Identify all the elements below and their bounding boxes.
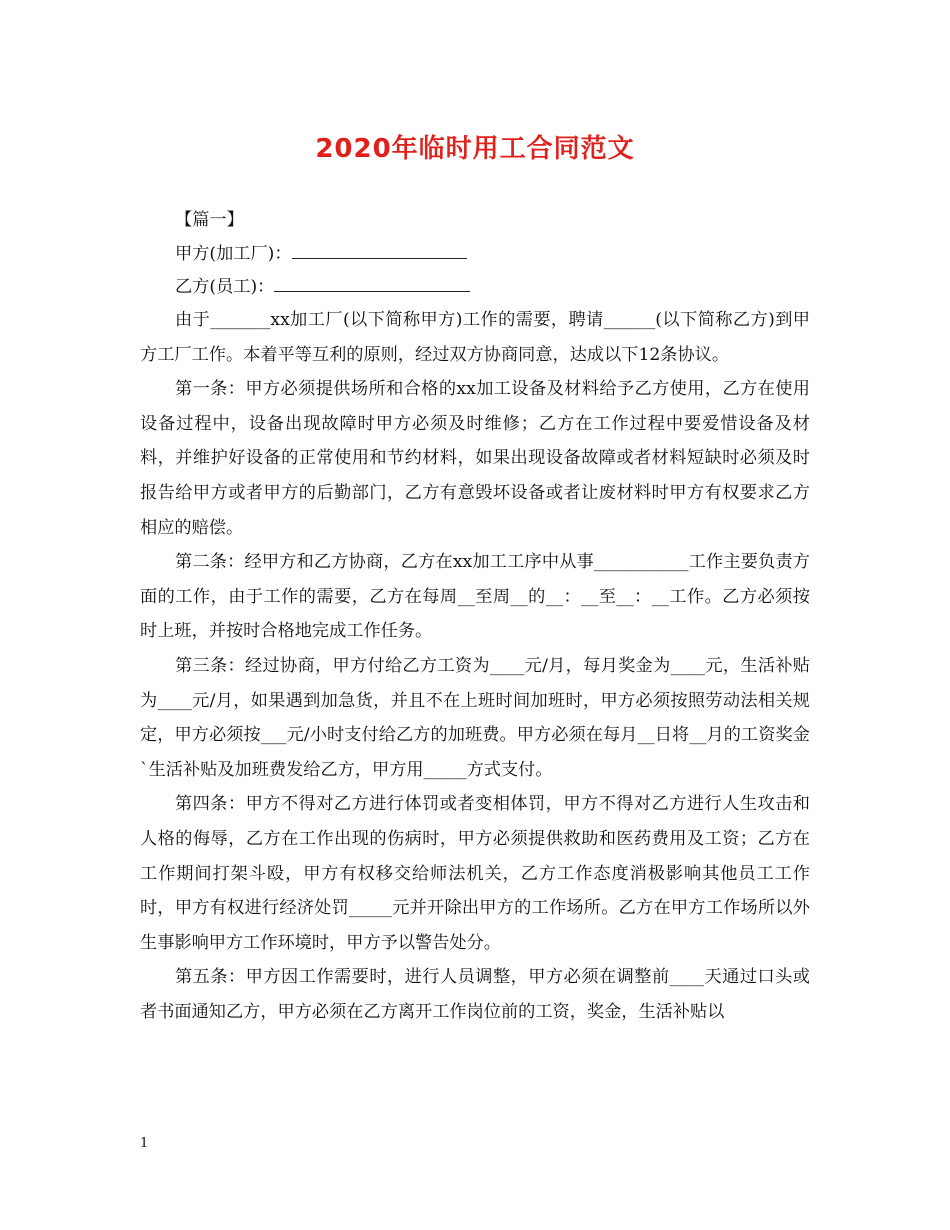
party-b-line bbox=[140, 270, 810, 303]
party-a-label: 甲方(加工厂)： bbox=[175, 244, 292, 264]
party-b-blank bbox=[274, 270, 470, 292]
paragraph-intro: 由于_______xx加工厂(以下简称甲方)工作的需要，聘请______(以下简称乙方)到甲方工厂工作。本着平等互利的原则，经过双方协商同意，达成以下12条协议。 bbox=[140, 310, 810, 365]
party-b-label: 乙方(员工)： bbox=[175, 277, 275, 297]
page-number: 1 bbox=[140, 1136, 149, 1151]
section-heading: 【篇一】 bbox=[175, 210, 244, 230]
paragraph-article-3: 第三条：经过协商，甲方付给乙方工资为____元/月，每月奖金为____元，生活补贴为____元/月，如果遇到加急货，并且不在上班时间加班时，甲方必须按照劳动法相关规定，甲方必须按___元/小时支付给乙方的加班费。甲方必须在每月__日将__月的工资奖金`生活补贴及加班费发给乙方，甲方用_____方式支付。 bbox=[140, 655, 810, 780]
document-body bbox=[140, 204, 810, 1029]
party-a-blank bbox=[292, 237, 467, 259]
document-title: 2020年临时用工合同范文 bbox=[315, 134, 635, 164]
party-a-line bbox=[140, 237, 810, 270]
paragraph-article-5: 第五条：甲方因工作需要时，进行人员调整，甲方必须在调整前____天通过口头或者书面通知乙方，甲方必须在乙方离开工作岗位前的工资，奖金，生活补贴以 bbox=[140, 967, 810, 1022]
paragraph-article-1: 第一条：甲方必须提供场所和合格的xx加工设备及材料给予乙方使用，乙方在使用设备过程中，设备出现故障时甲方必须及时维修；乙方在工作过程中要爱惜设备及材料，并维护好设备的正常使用和节约材料，如果出现设备故障或者材料短缺时必须及时报告给甲方或者甲方的后勤部门，乙方有意毁坏设备或者让废材料时甲方有权要求乙方相应的赔偿。 bbox=[140, 379, 810, 538]
paragraph-article-4: 第四条：甲方不得对乙方进行体罚或者变相体罚，甲方不得对乙方进行人生攻击和人格的侮辱，乙方在工作出现的伤病时，甲方必须提供救助和医药费用及工资；乙方在工作期间打架斗殴，甲方有权移交给师法机关，乙方工作态度消极影响其他员工工作时，甲方有权进行经济处罚_____元并开除出甲方的工作场所。乙方在甲方工作场所以外生事影响甲方工作环境时，甲方予以警告处分。 bbox=[140, 794, 810, 953]
paragraph-article-2: 第二条：经甲方和乙方协商，乙方在xx加工工序中从事___________工作主要负责方面的工作，由于工作的需要，乙方在每周__至周__的__：__至__：__工作。乙方必须按时上班，并按时合格地完成工作任务。 bbox=[140, 552, 810, 642]
